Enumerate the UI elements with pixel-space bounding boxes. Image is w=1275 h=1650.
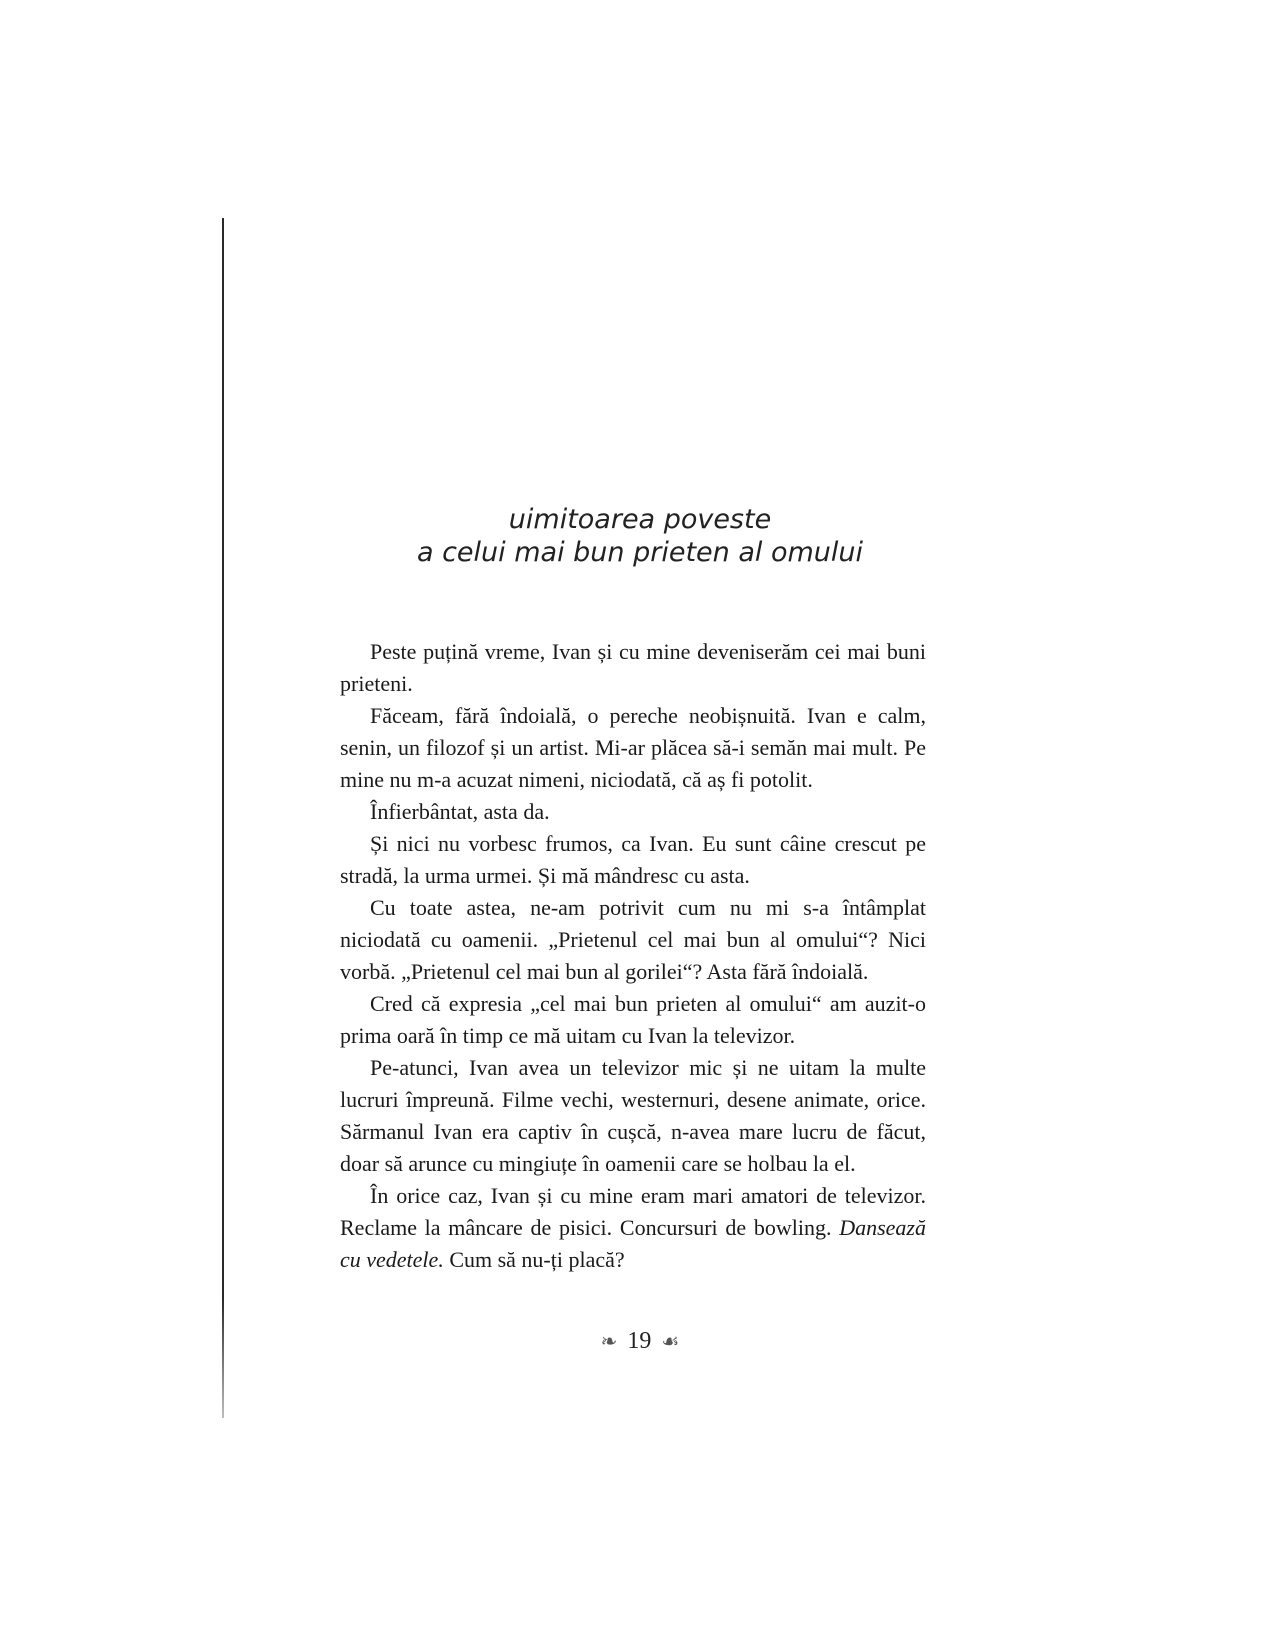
paragraph: Cred că expresia „cel mai bun prieten al omului“ am auzit-o prima oară în timp ce mă uitam cu Ivan la televizor.	[340, 991, 926, 1048]
paragraph: Înfierbântat, asta da.	[370, 799, 550, 824]
page-margin-rule	[222, 218, 224, 1418]
paragraph: Pe-atunci, Ivan avea un televizor mic și ne uitam la multe lucruri împreună. Filme vechi, westernuri, desene animate, orice. Sărmanul Ivan era captiv în cușcă, n-avea mare lucru de făcut, doar să arunce cu mingiuțe în oamenii care se holbau la el.	[340, 1055, 926, 1176]
chapter-title-line-2: a celui mai bun prieten al omului	[416, 537, 864, 568]
chapter-title-line-1: uimitoarea poveste	[508, 504, 772, 535]
chapter-title	[340, 503, 940, 569]
ornament-left-icon: ❧	[600, 1331, 618, 1354]
paragraph-text-before: În orice caz, Ivan și cu mine eram mari amatori de televizor. Reclame la mâncare de pisici. Concursuri de bowling.	[340, 1183, 926, 1240]
paragraph: Și nici nu vorbesc frumos, ca Ivan. Eu sunt câine crescut pe stradă, la urma urmei. Și mă mândresc cu asta.	[340, 831, 926, 888]
paragraph-text-after: Cum să nu-ți placă?	[443, 1247, 625, 1272]
paragraph-last	[340, 1180, 926, 1276]
body-text	[340, 636, 926, 1276]
paragraph: Făceam, fără îndoială, o pereche neobișnuită. Ivan e calm, senin, un filozof și un artist. Mi-ar plăcea să-i semăn mai mult. Pe mine nu m-a acuzat nimeni, niciodată, că aș fi potolit.	[340, 703, 926, 792]
paragraph: Peste puțină vreme, Ivan și cu mine deveniserăm cei mai buni prieteni.	[340, 639, 926, 696]
paragraph: Cu toate astea, ne-am potrivit cum nu mi s-a întâmplat niciodată cu oamenii. „Prietenul cel mai bun al omului“? Nici vorbă. „Prietenul cel mai bun al gorilei“? Asta fără îndoială.	[340, 895, 926, 984]
page-number: 19	[627, 1328, 652, 1354]
show-title: Dansează cu vedetele.	[340, 1215, 926, 1272]
ornament-right-icon: ☙	[661, 1331, 680, 1354]
page-footer	[540, 1326, 740, 1357]
